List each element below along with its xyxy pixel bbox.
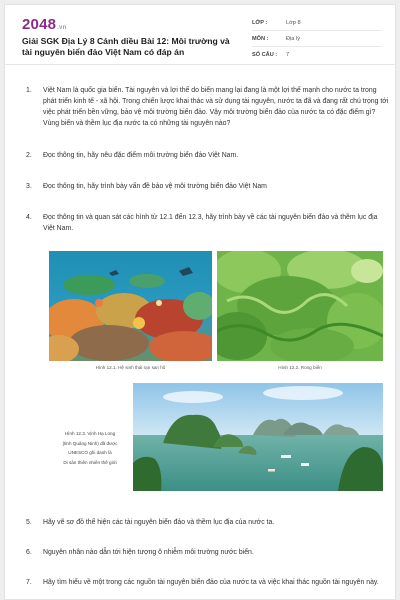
question-item: [17, 212, 389, 234]
question-number: 1.: [26, 87, 32, 94]
ha-long-bay-image: [133, 383, 383, 491]
question-text: Việt Nam là quốc gia biển. Tài nguyên và lợi thế do biển mang lại đang là một lợi thế mạnh cho nước ta trong phát triển kinh tế - xã hội. Trong chiến lược khai thác và sử dụng tài nguyên, nước ta đã và đang rất chú trọng tới việc phát triển bền vững, bảo vệ môi trường biển đảo. Vậy môi trường biển đảo của nước ta có đặc điểm gì? Vùng biển và thềm lục địa nước ta có những tài nguyên nào?: [43, 87, 389, 127]
question-number: 2.: [26, 152, 32, 159]
question-item: [17, 150, 389, 161]
question-item: [17, 517, 389, 528]
meta-row-class: [252, 15, 382, 31]
question-item: [17, 181, 389, 192]
question-number: 7.: [26, 579, 32, 586]
figure-caption-coral: Hình 12.1. Hệ sinh thái rạn san hô: [95, 365, 166, 370]
question-text: Đọc thông tin, hãy nêu đặc điểm môi trường biển đảo Việt Nam.: [43, 152, 239, 159]
document-page: [4, 4, 396, 600]
meta-label: MÔN :: [252, 35, 269, 42]
meta-value: Địa lý: [286, 35, 300, 42]
document-header: [5, 5, 395, 65]
figure-caption-seaweed: Hình 12.2. Rong biển: [278, 365, 322, 370]
caption-line: Di sản thiên nhiên thế giới: [63, 459, 117, 465]
meta-value: 7: [286, 52, 290, 58]
question-item: [17, 547, 389, 558]
meta-value: Lớp 8: [286, 19, 301, 26]
seaweed-image: [217, 251, 383, 361]
question-number: 4.: [26, 214, 32, 221]
question-item: [17, 85, 389, 129]
meta-label: LỚP :: [252, 19, 268, 26]
caption-line: (tỉnh Quảng Ninh) đã được: [62, 440, 118, 446]
document-title: Giải SGK Địa Lý 8 Cánh diều Bài 12: Môi trường và tài nguyên biển đảo Việt Nam có đáp án: [22, 36, 230, 57]
question-text: Đọc thông tin và quan sát các hình từ 12.1 đến 12.3, hãy trình bày về các tài nguyên biển đảo và thềm lục địa Việt Nam.: [43, 214, 378, 232]
caption-line: Hình 12.3. Vịnh Hạ Long: [64, 431, 116, 436]
meta-table: [252, 15, 382, 63]
question-text: Đọc thông tin, hãy trình bày vấn đề bảo vệ môi trường biển đảo Việt Nam: [43, 183, 267, 190]
question-number: 5.: [26, 519, 32, 526]
question-list-continued: [17, 517, 389, 588]
question-text: Hãy tìm hiểu về một trong các nguồn tài nguyên biển đảo của nước ta và việc khai thác nguồn tài nguyên này.: [43, 579, 379, 586]
meta-row-count: [252, 47, 382, 63]
question-number: 6.: [26, 549, 32, 556]
question-item: [17, 577, 389, 588]
figure-caption-halong: [49, 429, 131, 467]
meta-row-subject: [252, 31, 382, 47]
coral-reef-image: [49, 251, 212, 361]
meta-label: SỐ CÂU :: [252, 52, 278, 58]
figure-group: [49, 251, 383, 495]
question-text: Hãy vẽ sơ đồ thể hiện các tài nguyên biển đảo và thềm lục địa của nước ta.: [43, 519, 275, 526]
question-list: [17, 85, 389, 234]
question-number: 3.: [26, 183, 32, 190]
question-text: Nguyên nhân nào dẫn tới hiện tượng ô nhiễm môi trường nước biển.: [43, 549, 254, 556]
caption-line: UNESCO ghi danh là: [68, 450, 112, 455]
site-logo[interactable]: 2048.vn: [22, 16, 67, 33]
